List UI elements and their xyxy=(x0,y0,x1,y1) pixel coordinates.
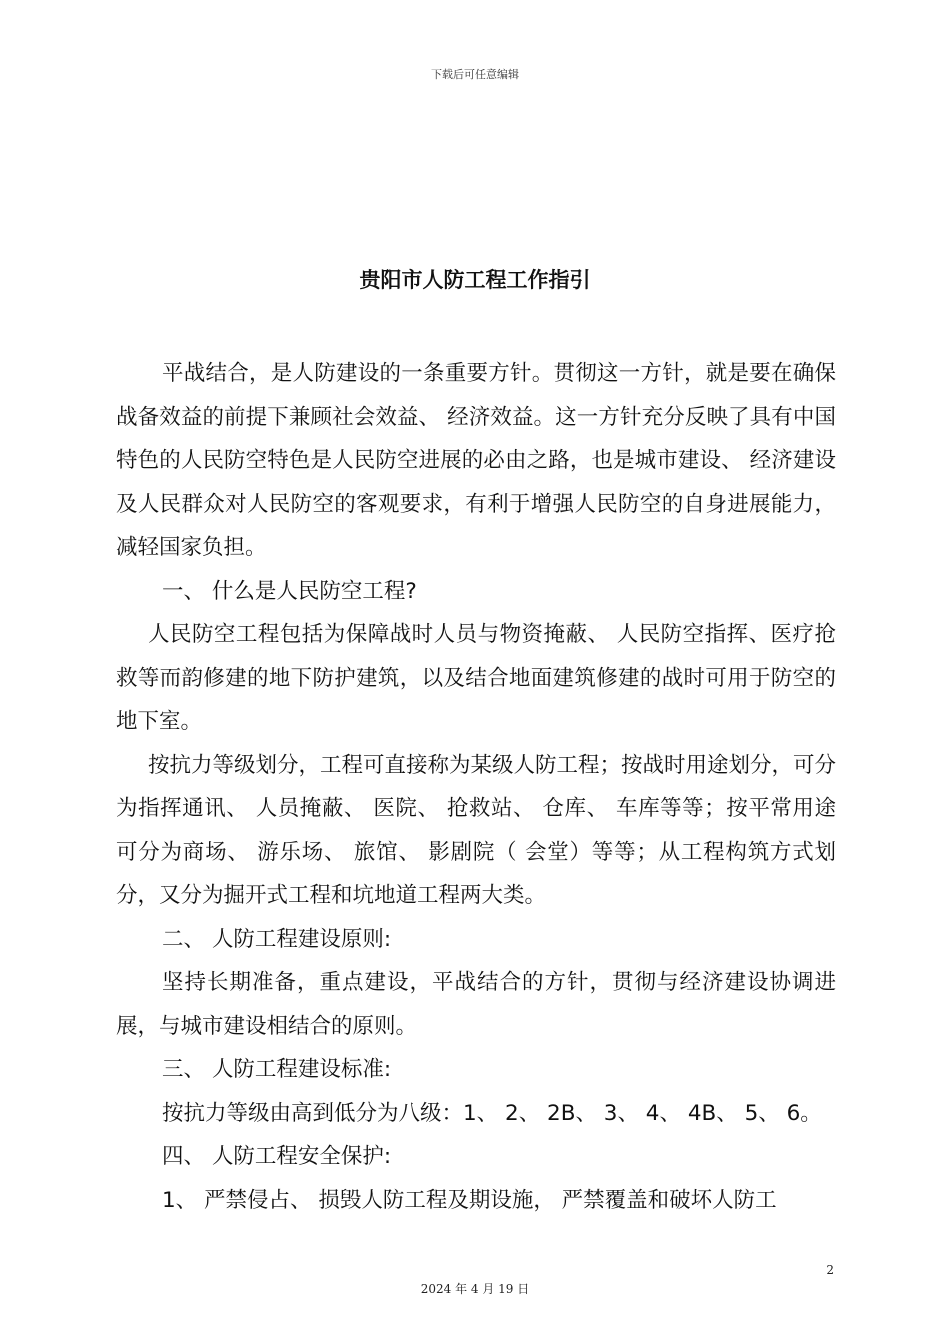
page-number: 2 xyxy=(826,1263,834,1277)
section-heading-4: 四、 人防工程安全保护: xyxy=(162,1144,392,1169)
header-note: 下载后可任意编辑 xyxy=(431,68,519,81)
paragraph-principles: 坚持长期准备，重点建设，平战结合的方针，贯彻与经济建设协调进展，与城市建设相结合的原则。 xyxy=(116,970,836,1039)
document-body xyxy=(116,352,836,1222)
document-title: 贵阳市人防工程工作指引 xyxy=(359,268,591,292)
section-heading-1: 一、 什么是人民防空工程? xyxy=(162,578,417,604)
paragraph-definition: 人民防空工程包括为保障战时人员与物资掩蔽、 人民防空指挥、医疗抢救等而韵修建的地下防护建筑，以及结合地面建筑修建的战时可用于防空的地下室。 xyxy=(116,622,836,734)
section-heading-3: 三、 人防工程建设标准: xyxy=(162,1057,392,1082)
footer-date: 2024 年 4 月 19 日 xyxy=(420,1282,530,1296)
paragraph-intro: 平战结合，是人防建设的一条重要方针。贯彻这一方针，就是要在确保战备效益的前提下兼顾社会效益、 经济效益。这一方针充分反映了具有中国特色的人民防空特色是人民防空进展的必由之路，也是城市建设、 经济建设及人民群众对人民防空的客观要求，有利于增强人民防空的自身进展能力，减轻国家负担。 xyxy=(116,361,836,560)
paragraph-protection-1: 1、 严禁侵占、 损毁人防工程及期设施， 严禁覆盖和破坏人防工 xyxy=(162,1187,777,1213)
paragraph-classification: 按抗力等级划分，工程可直接称为某级人防工程；按战时用途划分，可分为指挥通讯、 人员掩蔽、 医院、 抢救站、 仓库、 车库等等；按平常用途可分为商场、 游乐场、 旅馆、 影剧院（ 会堂）等等；从工程构筑方式划分，又分为掘开式工程和坑地道工程两大类。 xyxy=(116,752,837,908)
paragraph-standards: 按抗力等级由高到低分为八级：1、 2、 2B、 3、 4、 4B、 5、 6。 xyxy=(162,1100,822,1126)
section-heading-2: 二、 人防工程建设原则: xyxy=(162,926,392,952)
